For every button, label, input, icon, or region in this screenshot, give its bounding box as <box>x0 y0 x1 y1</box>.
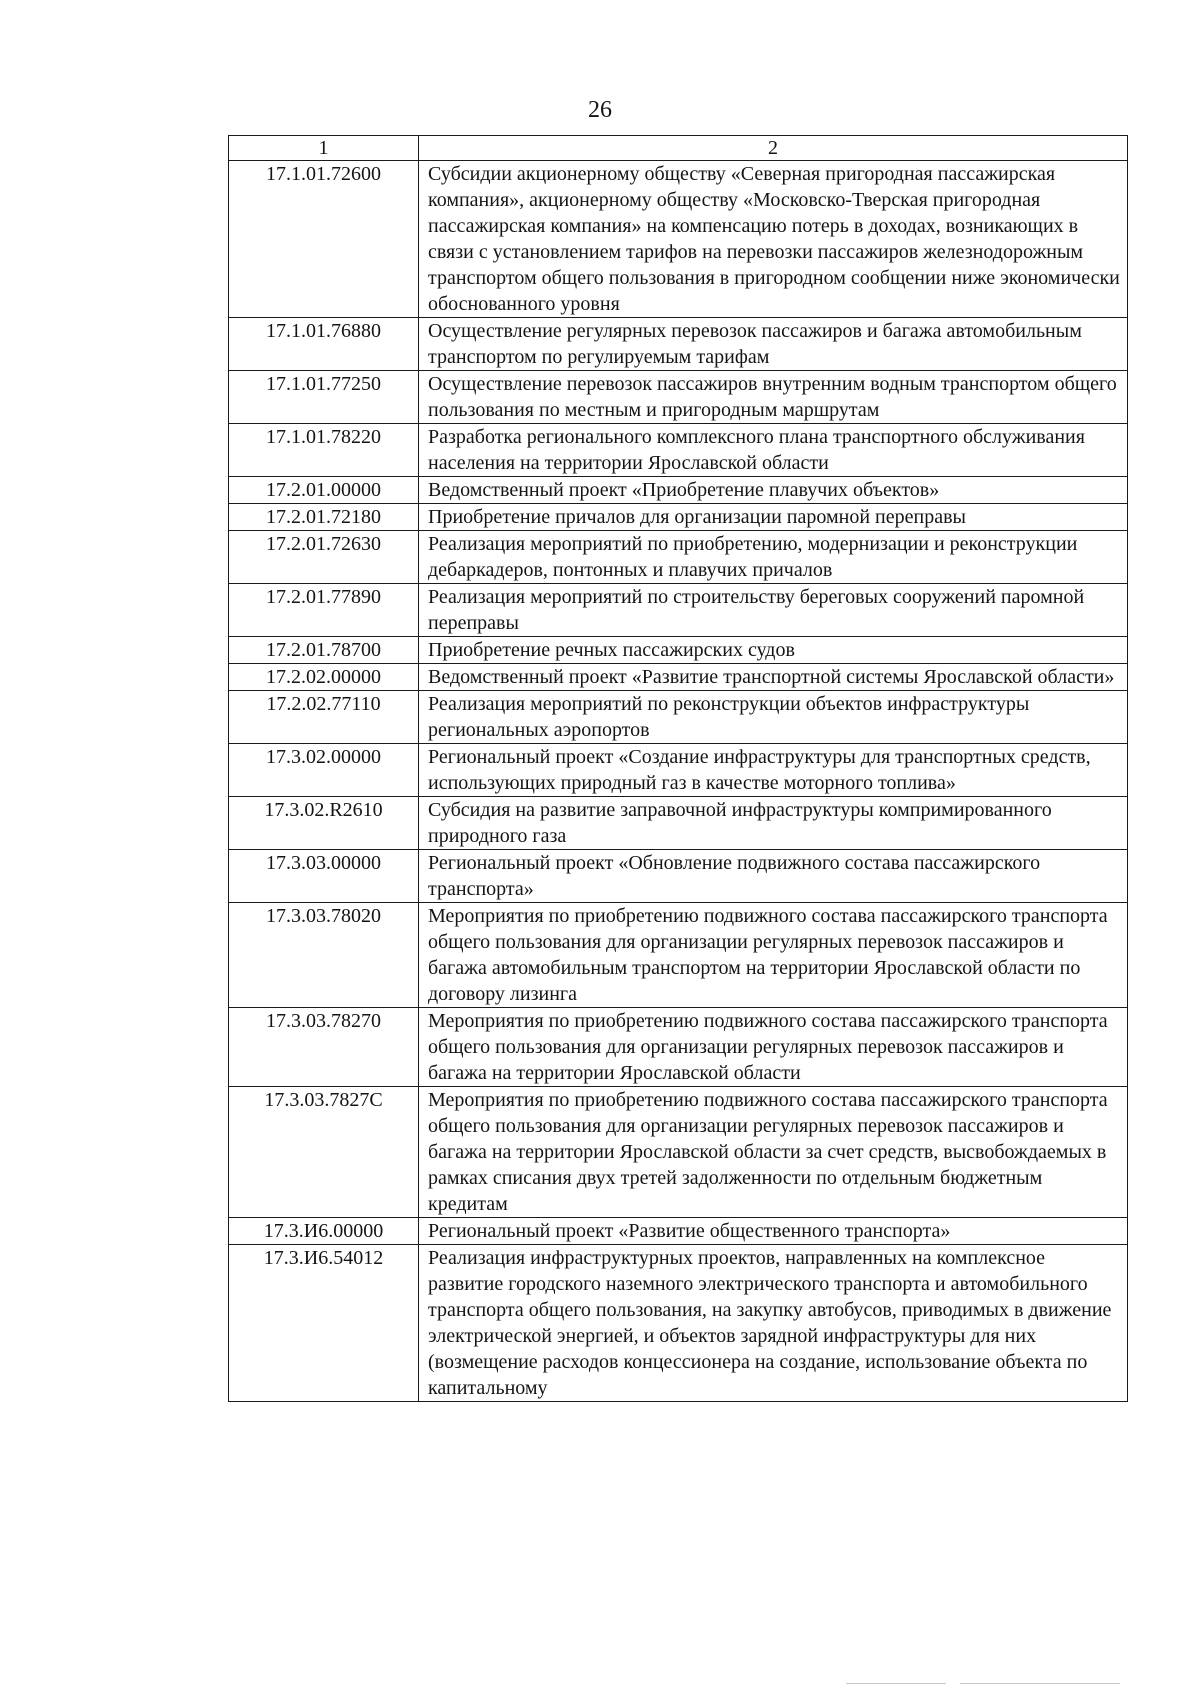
description-cell: Региональный проект «Развитие общественного транспорта» <box>419 1218 1128 1245</box>
budget-code-cell: 17.1.01.76880 <box>229 318 419 371</box>
description-cell: Реализация инфраструктурных проектов, направленных на комплексное развитие городского наземного электрического транспорта и автомобильного транспорта общего пользования, на закупку автобусов, приводимых в движение электрической энергией, и объектов зарядной инфраструктуры для них (возмещение расходов концессионера на создание, использование объекта по капитальному <box>419 1245 1128 1402</box>
budget-code-cell: 17.3.03.78020 <box>229 903 419 1008</box>
budget-code-cell: 17.2.01.72630 <box>229 531 419 584</box>
table-row <box>229 371 1128 424</box>
table-row <box>229 744 1128 797</box>
page-number: 26 <box>588 97 612 123</box>
budget-code-cell: 17.2.01.72180 <box>229 504 419 531</box>
description-cell: Реализация мероприятий по строительству береговых сооружений паромной переправы <box>419 584 1128 637</box>
description-cell: Ведомственный проект «Приобретение плавучих объектов» <box>419 477 1128 504</box>
budget-code-cell: 17.3.03.00000 <box>229 850 419 903</box>
budget-code-cell: 17.2.02.77110 <box>229 691 419 744</box>
description-cell: Региональный проект «Создание инфраструктуры для транспортных средств, использующих природный газ в качестве моторного топлива» <box>419 744 1128 797</box>
table-row <box>229 318 1128 371</box>
budget-code-cell: 17.2.02.00000 <box>229 664 419 691</box>
table-row <box>229 1087 1128 1218</box>
table-row <box>229 477 1128 504</box>
budget-code-cell: 17.1.01.78220 <box>229 424 419 477</box>
description-cell: Мероприятия по приобретению подвижного состава пассажирского транспорта общего пользования для организации регулярных перевозок пассажиров и багажа на территории Ярославской области <box>419 1008 1128 1087</box>
table-row <box>229 1245 1128 1402</box>
table-row <box>229 664 1128 691</box>
table-row <box>229 1218 1128 1245</box>
budget-code-cell: 17.3.И6.00000 <box>229 1218 419 1245</box>
table-row <box>229 161 1128 318</box>
table-row <box>229 637 1128 664</box>
scan-artifact <box>960 1683 1120 1684</box>
description-cell: Ведомственный проект «Развитие транспортной системы Ярославской области» <box>419 664 1128 691</box>
description-cell: Осуществление перевозок пассажиров внутренним водным транспортом общего пользования по местным и пригородным маршрутам <box>419 371 1128 424</box>
description-cell: Реализация мероприятий по приобретению, модернизации и реконструкции дебаркадеров, понтонных и плавучих причалов <box>419 531 1128 584</box>
description-cell: Мероприятия по приобретению подвижного состава пассажирского транспорта общего пользования для организации регулярных перевозок пассажиров и багажа на территории Ярославской области за счет средств, высвобождаемых в рамках списания двух третей задолженности по отдельным бюджетным кредитам <box>419 1087 1128 1218</box>
table-row <box>229 504 1128 531</box>
scan-artifact <box>846 1683 946 1684</box>
description-cell: Субсидии акционерному обществу «Северная пригородная пассажирская компания», акционерному обществу «Московско-Тверская пригородная пассажирская компания» на компенсацию потерь в доходах, возникающих в связи с установлением тарифов на перевозки пассажиров железнодорожным транспортом общего пользования в пригородном сообщении ниже экономически обоснованного уровня <box>419 161 1128 318</box>
table-header-row <box>229 136 1128 161</box>
budget-code-cell: 17.1.01.72600 <box>229 161 419 318</box>
budget-code-cell: 17.1.01.77250 <box>229 371 419 424</box>
budget-code-cell: 17.3.02.00000 <box>229 744 419 797</box>
table-row <box>229 691 1128 744</box>
column-header-code: 1 <box>229 136 419 161</box>
table-row <box>229 584 1128 637</box>
description-cell: Осуществление регулярных перевозок пассажиров и багажа автомобильным транспортом по регулируемым тарифам <box>419 318 1128 371</box>
description-cell: Разработка регионального комплексного плана транспортного обслуживания населения на территории Ярославской области <box>419 424 1128 477</box>
table-row <box>229 531 1128 584</box>
description-cell: Мероприятия по приобретению подвижного состава пассажирского транспорта общего пользования для организации регулярных перевозок пассажиров и багажа автомобильным транспортом на территории Ярославской области по договору лизинга <box>419 903 1128 1008</box>
budget-code-cell: 17.3.И6.54012 <box>229 1245 419 1402</box>
budget-code-cell: 17.2.01.78700 <box>229 637 419 664</box>
description-cell: Приобретение причалов для организации паромной переправы <box>419 504 1128 531</box>
table-row <box>229 850 1128 903</box>
description-cell: Приобретение речных пассажирских судов <box>419 637 1128 664</box>
column-header-description: 2 <box>419 136 1128 161</box>
table-row <box>229 1008 1128 1087</box>
budget-code-cell: 17.2.01.00000 <box>229 477 419 504</box>
table-body <box>229 161 1128 1402</box>
budget-code-cell: 17.3.03.78270 <box>229 1008 419 1087</box>
description-cell: Реализация мероприятий по реконструкции объектов инфраструктуры региональных аэропортов <box>419 691 1128 744</box>
table-row <box>229 424 1128 477</box>
budget-code-cell: 17.3.03.7827С <box>229 1087 419 1218</box>
description-cell: Субсидия на развитие заправочной инфраструктуры компримированного природного газа <box>419 797 1128 850</box>
description-cell: Региональный проект «Обновление подвижного состава пассажирского транспорта» <box>419 850 1128 903</box>
budget-code-table <box>228 135 1128 1402</box>
budget-code-cell: 17.3.02.R2610 <box>229 797 419 850</box>
table-row <box>229 797 1128 850</box>
table-row <box>229 903 1128 1008</box>
budget-code-cell: 17.2.01.77890 <box>229 584 419 637</box>
